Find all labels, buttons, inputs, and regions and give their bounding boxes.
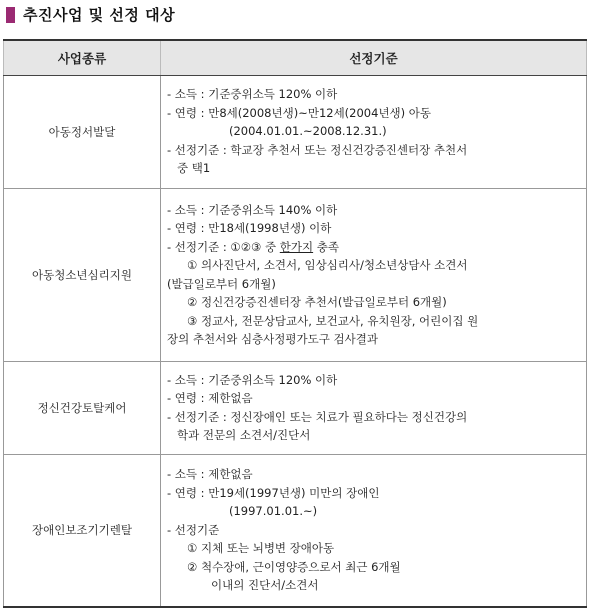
criteria-text: - 선정기준 : ①②③ 중 [167,239,280,254]
table-row [4,455,587,607]
criteria-line: ③ 정교사, 전문상담교사, 보건교사, 유치원장, 어린이집 원 [187,313,479,328]
criteria-line: (2004.01.01.~2008.12.31.) [229,124,387,139]
criteria-cell [161,76,587,189]
underlined-text: 한가지 [279,239,314,254]
header-criteria: 선정기준 [161,40,587,76]
criteria-line: - 소득 : 기준중위소득 140% 이하 [167,202,338,217]
criteria-line: 장의 추천서와 심층사정평가도구 검사결과 [167,332,378,346]
criteria-cell [161,362,587,455]
criteria-line: - 연령 : 만18세(1998년생) 이하 [167,221,332,235]
program-name: 아동청소년심리지원 [4,189,161,362]
criteria-cell [161,455,587,607]
criteria-cell [161,189,587,362]
criteria-line: - 소득 : 제한없음 [167,467,253,481]
criteria-line: 중 택1 [177,161,211,176]
criteria-line: - 연령 : 만8세(2008년생)~만12세(2004년생) 아동 [167,105,432,120]
page-title [6,4,175,25]
criteria-line: - 소득 : 기준중위소득 120% 이하 [167,87,338,102]
table-row [4,76,587,189]
selection-table [3,39,587,608]
program-name: 정신건강토탈케어 [4,362,161,455]
criteria-line: (1997.01.01.~) [229,504,318,518]
criteria-line: - 선정기준 : 정신장애인 또는 치료가 필요하다는 정신건강의 [167,409,468,424]
criteria-line: 이내의 진단서/소견서 [211,578,319,592]
criteria-line: ② 척수장애, 근이영양증으로서 최근 6개월 [187,559,401,574]
criteria-line: (발급일로부터 6개월) [167,276,276,291]
criteria-line: - 연령 : 만19세(1997년생) 미만의 장애인 [167,485,380,500]
table-row [4,362,587,455]
criteria-line: ① 의사진단서, 소견서, 임상심리사/청소년상담사 소견서 [187,258,468,272]
header-type: 사업종류 [4,40,161,76]
criteria-line: ② 정신건강증진센터장 추천서(발급일로부터 6개월) [187,295,447,309]
program-name: 장애인보조기기렌탈 [4,455,161,607]
criteria-line: - 선정기준 : 학교장 추천서 또는 정신건강증진센터장 추천서 [167,142,468,157]
title-text: 추진사업 및 선정 대상 [23,6,176,24]
criteria-text: 충족 [313,239,339,254]
criteria-line: ① 지체 또는 뇌병변 장애아동 [187,541,335,555]
criteria-line: - 소득 : 기준중위소득 120% 이하 [167,372,338,387]
program-name: 아동정서발달 [4,76,161,189]
title-marker [6,7,15,23]
criteria-line: - 선정기준 [167,522,220,537]
table-header [4,40,587,76]
table-row [4,189,587,362]
criteria-line: 학과 전문의 소견서/진단서 [177,428,311,442]
criteria-line [167,238,580,257]
criteria-line: - 연령 : 제한없음 [167,391,253,405]
